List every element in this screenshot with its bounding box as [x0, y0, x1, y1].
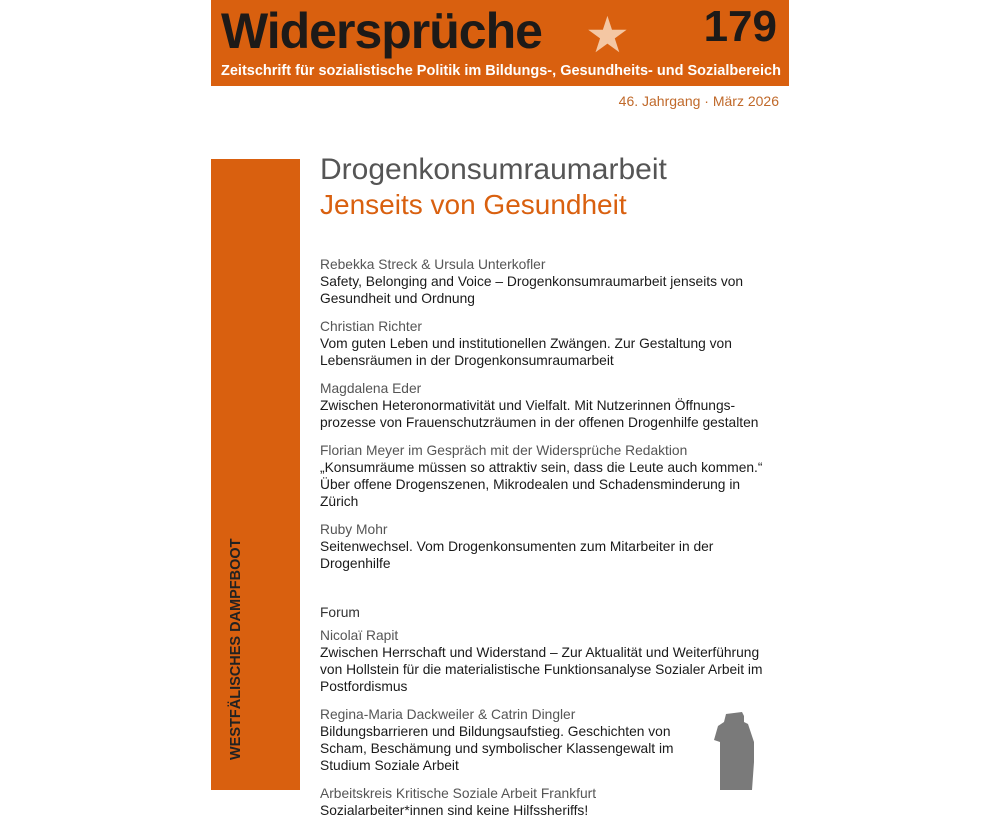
- entry-author: Christian Richter: [320, 319, 422, 334]
- issue-subtopic: Jenseits von Gesundheit: [320, 189, 627, 220]
- entry-title: Bildungsbarrieren und Bildungsaufstieg. Geschichten von Scham, Beschämung und symbolischer Klassengewalt im Studium Soziale Arbeit: [320, 724, 674, 773]
- star-icon: ★: [585, 7, 630, 63]
- entry-title: „Konsumräume müssen so attraktiv sein, dass die Leute auch kommen.“ Über offene Drogenszenen, Mikrodealen und Schadensminderung in Zürich: [320, 460, 763, 509]
- entry-author: Ruby Mohr: [320, 522, 388, 537]
- entry-title: Vom guten Leben und institutionellen Zwängen. Zur Gestaltung von Lebensräumen in der Drogenkonsumraumarbeit: [320, 336, 732, 368]
- steamboat-logo-icon: [710, 712, 760, 792]
- entry-author: Rebekka Streck & Ursula Unterkofler: [320, 257, 546, 272]
- publisher-name: WESTFÄLISCHES DAMPFBOOT: [228, 538, 244, 760]
- entry-author: Nicolaï Rapit: [320, 628, 399, 643]
- entry-author: Arbeitskreis Kritische Soziale Arbeit Frankfurt: [320, 786, 597, 801]
- issue-date: 46. Jahrgang · März 2026: [618, 93, 779, 109]
- list-item: [320, 318, 780, 369]
- forum-heading: Forum: [320, 605, 360, 620]
- list-item: [320, 256, 780, 307]
- masthead: [211, 0, 789, 86]
- entry-author: Regina-Maria Dackweiler & Catrin Dingler: [320, 707, 576, 722]
- issue-topic: Drogenkonsumraumarbeit: [320, 153, 667, 186]
- entry-author: Florian Meyer im Gespräch mit der Widersprüche Redaktion: [320, 443, 688, 458]
- entry-author: Magdalena Eder: [320, 381, 422, 396]
- journal-subtitle: Zeitschrift für sozialistische Politik im Bildungs-, Gesundheits- und Sozialbereich: [221, 63, 781, 79]
- entry-title: Zwischen Herrschaft und Widerstand – Zur Aktualität und Weiterführung von Hollstein für die materialistische Funktionsanalyse Sozialer Arbeit im Postfordismus: [320, 645, 763, 694]
- cover-heading: [320, 152, 790, 222]
- sidebar-band: [211, 159, 300, 790]
- entry-title: Safety, Belonging and Voice – Drogenkonsumraumarbeit jenseits von Gesundheit und Ordnung: [320, 274, 744, 306]
- list-item: [320, 627, 780, 695]
- list-item: [320, 785, 700, 819]
- list-item: [320, 706, 700, 774]
- issue-number: 179: [703, 2, 777, 51]
- list-item: [320, 380, 780, 431]
- entry-title: Seitenwechsel. Vom Drogenkonsumenten zum Mitarbeiter in der Drogenhilfe: [320, 539, 714, 571]
- journal-title: Widersprüche: [221, 3, 542, 59]
- list-item: [320, 442, 780, 510]
- entry-title: Zwischen Heteronormativität und Vielfalt. Mit Nutzerinnen Öffnungs-prozesse von Frauenschutzräumen in der offenen Drogenhilfe gestalten: [320, 398, 759, 430]
- list-item: [320, 521, 780, 572]
- entry-title: Sozialarbeiter*innen sind keine Hilfssheriffs!: [320, 803, 589, 818]
